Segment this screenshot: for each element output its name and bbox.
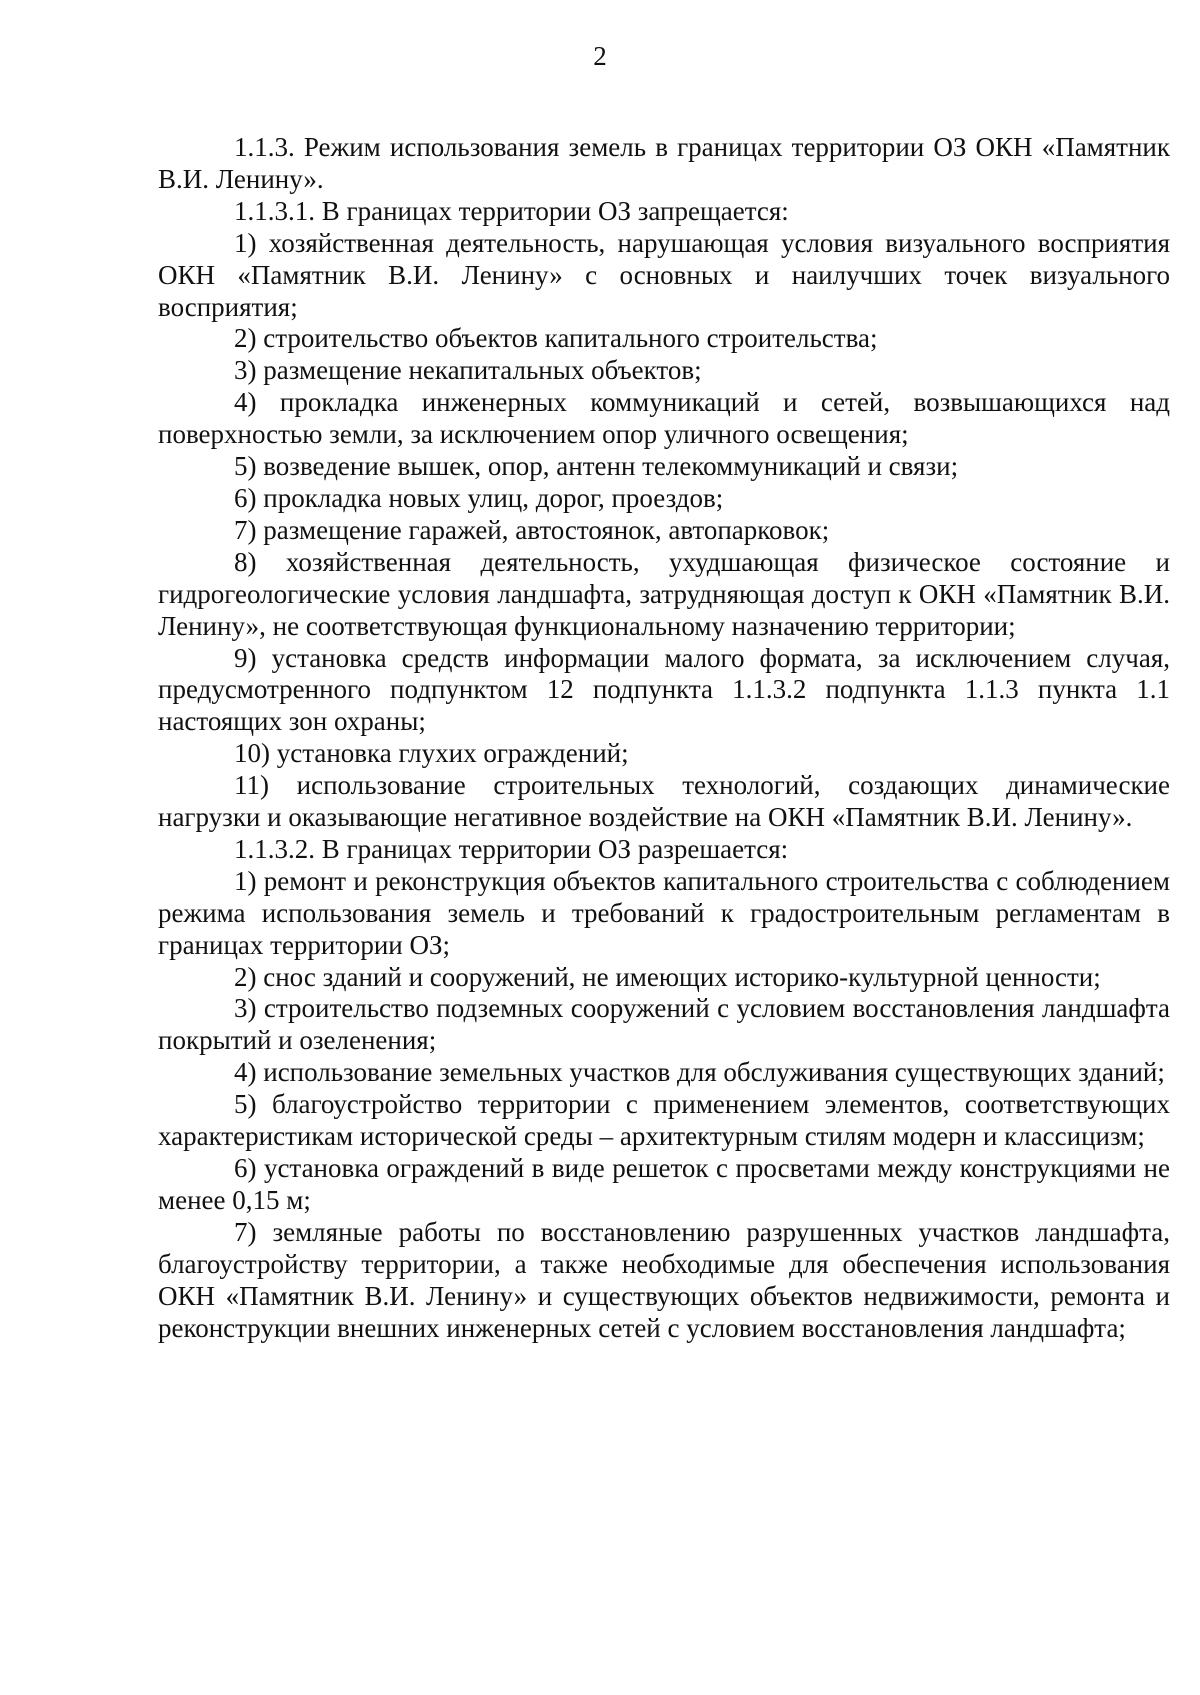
paragraph: 6) установка ограждений в виде решеток с просветами между конструкциями не менее 0,15 м; [158,1153,1170,1215]
paragraph: 7) земляные работы по восстановлению разрушенных участков ландшафта, благоустройству территории, а также необходимые для обеспечения использования ОКН «Памятник В.И. Ленину» и существующих объектов недвижимости, ремонта и реконструкции внешних инженерных сетей с условием восстановления ландшафта; [158,1216,1170,1343]
paragraph: 7) размещение гаражей, автостоянок, автопарковок; [234,514,830,545]
paragraph: 1.1.3.2. В границах территории ОЗ разрешается: [234,833,789,864]
paragraph: 6) прокладка новых улиц, дорог, проездов; [234,482,724,513]
paragraph: 10) установка глухих ограждений; [234,738,629,769]
paragraph: 11) использование строительных технологий, создающих динамические нагрузки и оказывающие негативное воздействие на ОКН «Памятник В.И. Ленину». [158,770,1170,833]
paragraph: 3) строительство подземных сооружений с условием восстановления ландшафта покрытий и озеленения; [158,993,1170,1056]
paragraph: 1.1.3. Режим использования земель в границах территории ОЗ ОКН «Памятник В.И. Ленину». [158,132,1170,194]
page-number: 2 [593,41,607,71]
paragraph: 5) благоустройство территории с применением элементов, соответствующих характеристикам исторической среды – архитектурным стилям модерн и классицизм; [158,1089,1170,1152]
paragraph: 4) использование земельных участков для обслуживания существующих зданий; [234,1057,1165,1088]
paragraph: 4) прокладка инженерных коммуникаций и сетей, возвышающихся над поверхностью земли, за исключением опор уличного освещения; [158,387,1170,450]
paragraph: 2) снос зданий и сооружений, не имеющих историко-культурной ценности; [234,961,1101,992]
paragraph: 1) хозяйственная деятельность, нарушающая условия визуального восприятия ОКН «Памятник В.И. Ленину» с основных и наилучших точек визуального восприятия; [158,227,1170,322]
paragraph: 5) возведение вышек, опор, антенн телекоммуникаций и связи; [234,451,959,482]
paragraph: 2) строительство объектов капитального строительства; [234,323,878,354]
document-body [158,132,1170,1344]
paragraph: 1) ремонт и реконструкция объектов капитального строительства с соблюдением режима использования земель и требований к градостроительным регламентам в границах территории ОЗ; [158,865,1170,960]
paragraph: 8) хозяйственная деятельность, ухудшающая физическое состояние и гидрогеологические условия ландшафта, затрудняющая доступ к ОКН «Памятник В.И. Ленину», не соответствующая функциональному назначению территории; [158,546,1170,641]
paragraph: 9) установка средств информации малого формата, за исключением случая, предусмотренного подпунктом 12 подпункта 1.1.3.2 подпункта 1.1.3 пункта 1.1 настоящих зон охраны; [158,642,1170,737]
paragraph: 1.1.3.1. В границах территории ОЗ запрещается: [234,195,789,226]
paragraph: 3) размещение некапитальных объектов; [234,355,702,386]
